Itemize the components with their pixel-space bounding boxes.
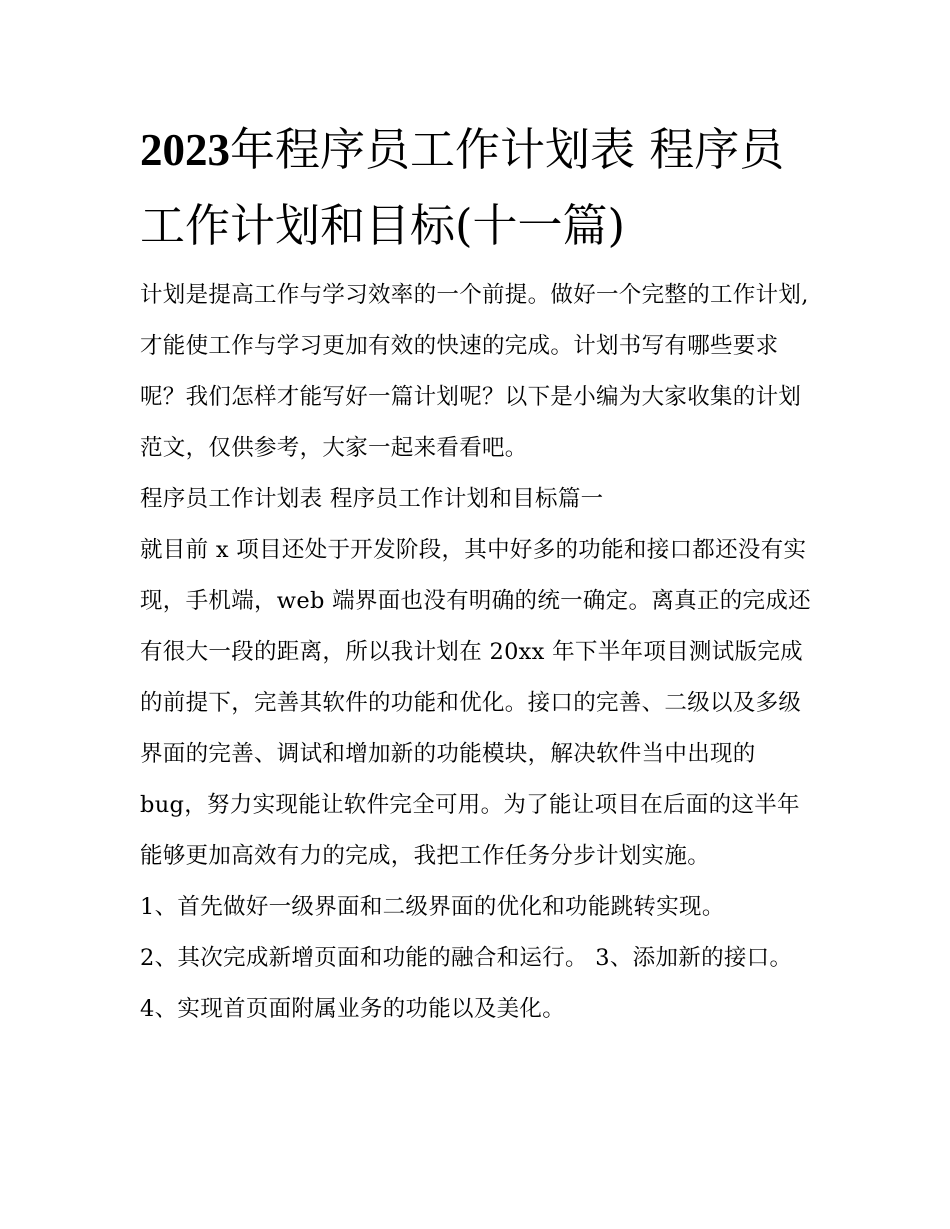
body-paragraph: 就目前 x 项目还处于开发阶段，其中好多的功能和接口都还没有实现，手机端，web 端界面也没有明确的统一确定。离真正的完成还有很大一段的距离，所以我计划在 20xx 年下半年项目测试版完成的前提下，完善其软件的功能和优化。接口的完善、二级以及多级界面的完善、调试和增加新的功能模块，解决软件当中出现的 bug，努力实现能让软件完全可用。为了能让项目在后面的这半年能够更加高效有力的完成，我把工作任务分步计划实施。	[140, 537, 811, 869]
list-item-1: 1、首先做好一级界面和二级界面的优化和功能跳转实现。	[140, 894, 725, 920]
section-heading: 程序员工作计划表 程序员工作计划和目标篇一	[140, 486, 604, 512]
title-text: 年程序员工作计划表 程序员工作计划和目标(十一篇)	[140, 123, 785, 252]
document-title	[140, 112, 812, 264]
document-body	[140, 112, 812, 1035]
title-year: 2023	[140, 125, 230, 175]
list-item-2: 2、其次完成新增页面和功能的融合和运行。 3、添加新的接口。 4、实现首页面附属业务的功能以及美化。	[140, 945, 793, 1022]
intro-paragraph: 计划是提高工作与学习效率的一个前提。做好一个完整的工作计划,才能使工作与学习更加有效的快速的完成。计划书写有哪些要求呢？我们怎样才能写好一篇计划呢？以下是小编为大家收集的计划范文，仅供参考，大家一起来看看吧。	[140, 282, 809, 461]
